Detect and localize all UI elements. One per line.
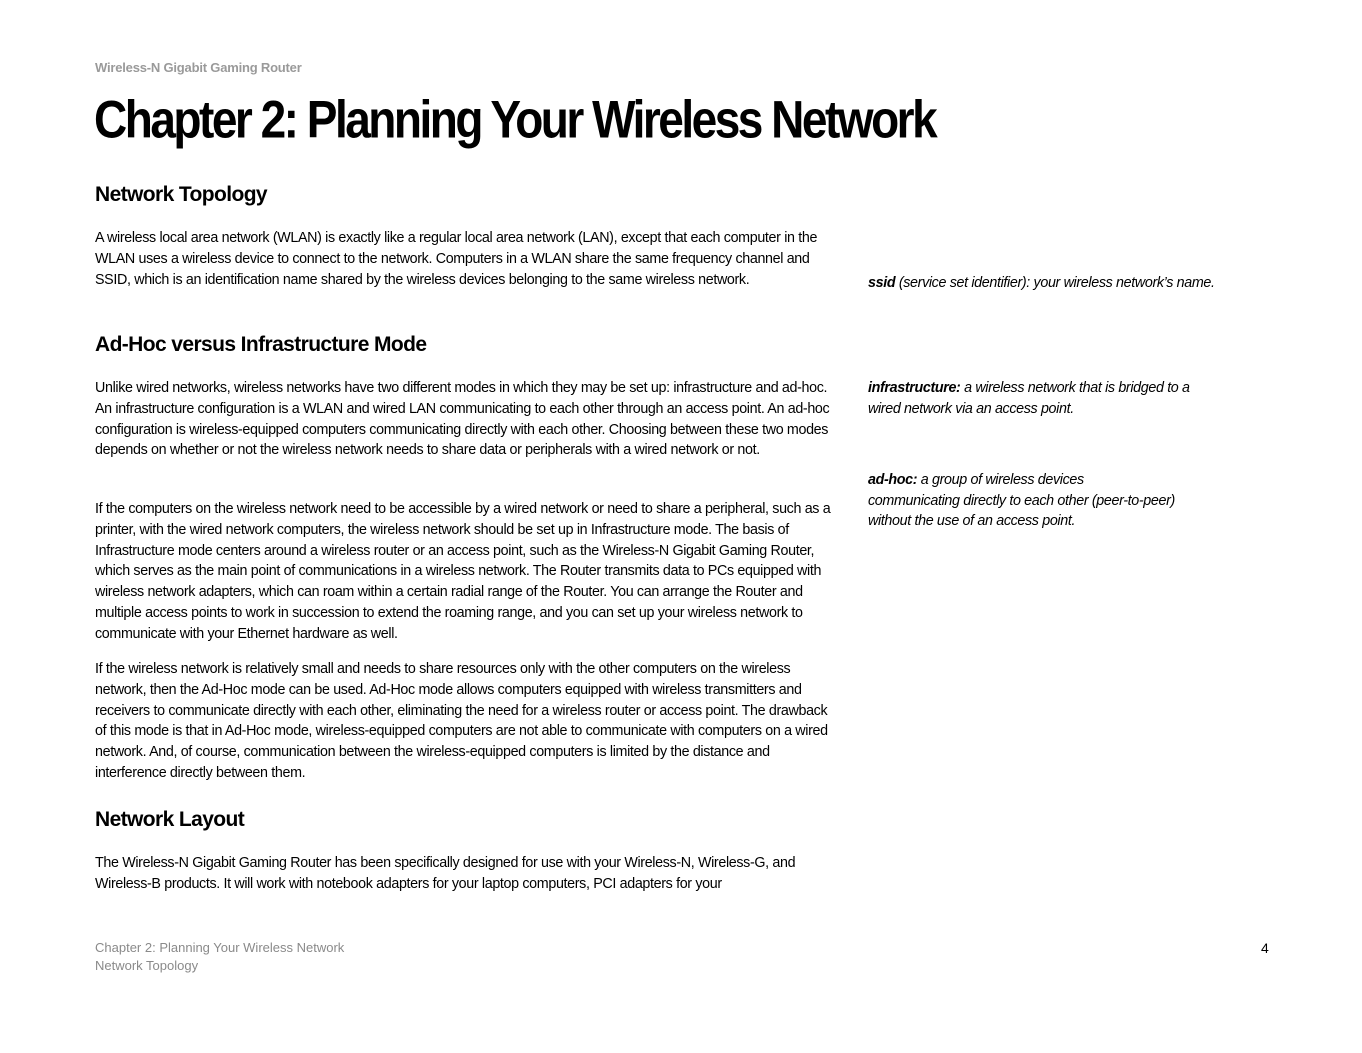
heading-network-layout: Network Layout [95, 808, 245, 831]
chapter-title: Chapter 2: Planning Your Wireless Network [94, 89, 936, 149]
paragraph-modes-intro: Unlike wired networks, wireless networks have two different modes in which they may be set up: infrastructure and ad-hoc. An infrastructure configuration is a WLAN and wired LAN communicating to each other through an access point. An ad-hoc configuration is wireless-equipped computers communicating directly with each other. Choosing between these two modes depends on whether or not the wireless network needs to share data or peripherals with a wired network or not. [95, 380, 830, 459]
paragraph-adhoc-mode: If the wireless network is relatively small and needs to share resources only with the other computers on the wireless network, then the Ad-Hoc mode can be used. Ad-Hoc mode allows computers equipped with wireless transmitters and receivers to communicate directly with each other, eliminating the need for a wireless router or access point. The drawback of this mode is that in Ad-Hoc mode, wireless-equipped computers are not able to communicate with computers on a wired network. And, of course, communication between the wireless-equipped computers is limited by the distance and interference directly between them. [95, 661, 828, 781]
heading-network-topology: Network Topology [95, 183, 268, 206]
paragraph-infrastructure-mode: If the computers on the wireless network need to be accessible by a wired network or need to share a peripheral, such as a printer, with the wired network computers, the wireless network should be set up in Infrastructure mode. The basis of Infrastructure mode centers around a wireless router or an access point, such as the Wireless-N Gigabit Gaming Router, which serves as the main point of communications in a wireless network. The Router transmits data to PCs equipped with wireless network adapters, which can roam within a certain radial range of the Router. You can arrange the Router and multiple access points to work in succession to extend the roaming range, and you can set up your wireless network to communicate with your Ethernet hardware as well. [95, 501, 831, 642]
note-definition-infrastructure: a wireless network that is bridged to a wired network via an access point. [868, 380, 1190, 417]
sidebar-note-ssid [868, 273, 1268, 294]
note-term-ssid: ssid [868, 275, 896, 291]
page-footer [95, 939, 344, 975]
paragraph-network-topology: A wireless local area network (WLAN) is exactly like a regular local area network (LAN), except that each computer in the WLAN uses a wireless device to connect to the network. Computers in a WLAN share the same frequency channel and SSID, which is an identification name shared by the wireless devices belonging to the same wireless network. [95, 230, 818, 288]
heading-adhoc-vs-infrastructure: Ad-Hoc versus Infrastructure Mode [95, 333, 427, 356]
note-definition-ssid: (service set identifier): your wireless network’s name. [895, 275, 1215, 291]
running-header-product: Wireless-N Gigabit Gaming Router [95, 60, 302, 75]
sidebar-note-adhoc [868, 470, 1178, 532]
footer-chapter: Chapter 2: Planning Your Wireless Network [95, 940, 345, 955]
sidebar-note-infrastructure [868, 378, 1198, 419]
note-definition-adhoc: a group of wireless devices communicating directly to each other (peer-to-peer) without the use of an access point. [868, 472, 1175, 529]
paragraph-network-layout: The Wireless-N Gigabit Gaming Router has been specifically designed for use with your Wireless-N, Wireless-G, and Wireless-B products. It will work with notebook adapters for your laptop computers, PCI adapters for your [95, 855, 796, 892]
footer-section: Network Topology [95, 958, 199, 973]
note-term-infrastructure: infrastructure: [868, 380, 961, 396]
page-number: 4 [1261, 940, 1269, 956]
note-term-adhoc: ad-hoc: [868, 472, 918, 488]
